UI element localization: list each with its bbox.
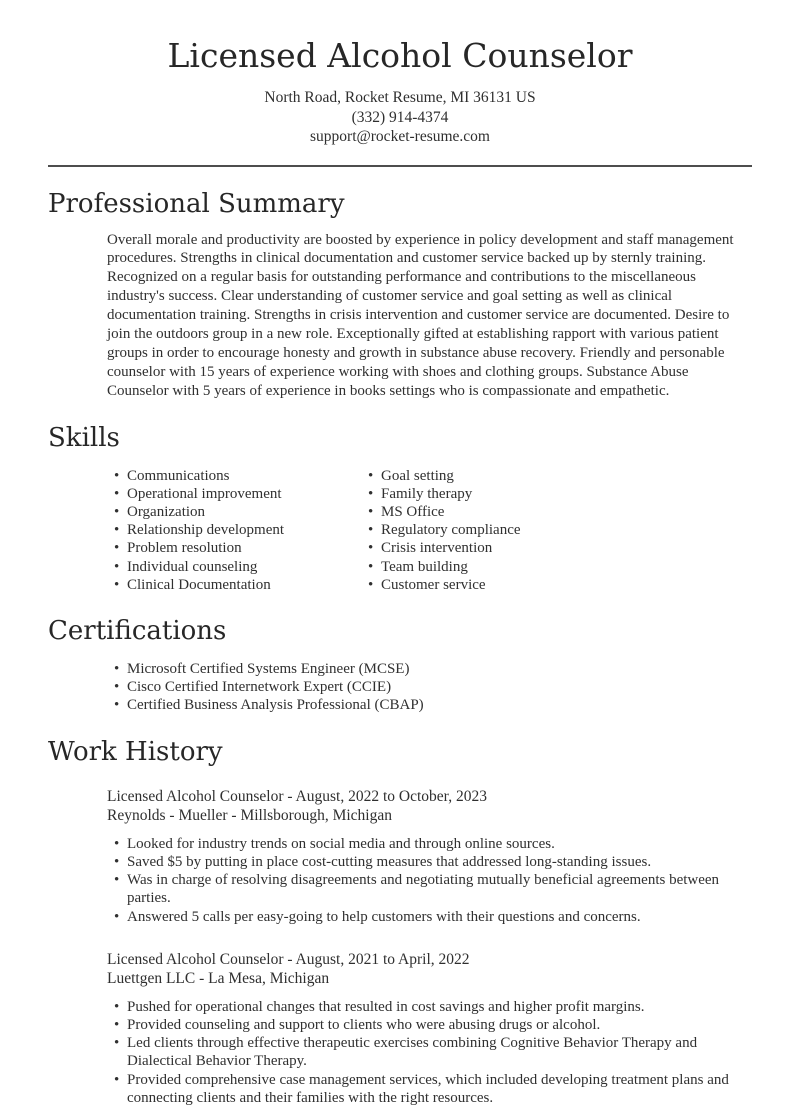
section-certifications (48, 614, 752, 715)
contact-phone: (332) 914-4374 (351, 108, 449, 126)
skill-item: • Operational improvement (113, 485, 367, 503)
skill-item: • Communications (113, 467, 367, 485)
job-bullet: • Saved $5 by putting in place cost-cutting measures that addressed long-standing issues. (113, 853, 752, 871)
summary-heading: Professional Summary (48, 188, 345, 219)
job-bullet: • Looked for industry trends on social media and through online sources. (113, 835, 752, 853)
skill-item: • Family therapy (367, 485, 752, 503)
skills-column-right (367, 467, 752, 594)
skill-item: • MS Office (367, 503, 752, 521)
job-bullet: • Pushed for operational changes that resulted in cost savings and higher profit margins. (113, 998, 752, 1016)
contact-email: support@rocket-resume.com (310, 128, 490, 145)
skill-item: • Goal setting (367, 467, 752, 485)
skills-heading: Skills (48, 422, 120, 453)
job-bullet: • Answered 5 calls per easy-going to help customers with their questions and concerns. (113, 908, 752, 926)
job-bullet: • Was in charge of resolving disagreements and negotiating mutually beneficial agreements between parties. (113, 871, 752, 907)
skills-column-left (48, 467, 367, 594)
job-bullet-list (113, 835, 752, 926)
certifications-list (113, 660, 752, 715)
skill-item: • Customer service (367, 576, 752, 594)
skill-item: • Relationship development (113, 521, 367, 539)
skill-item: • Organization (113, 503, 367, 521)
job-heading (107, 787, 752, 826)
job-title-line: Licensed Alcohol Counselor - August, 2022 to October, 2023 (107, 787, 487, 805)
job-bullet: • Provided counseling and support to clients who were abusing drugs or alcohol. (113, 1016, 752, 1034)
job-bullet: • Led clients through effective therapeutic exercises combining Cognitive Behavior Therapy and Dialectical Behavior Therapy. (113, 1034, 752, 1070)
job-heading (107, 950, 752, 989)
job-bullet-list (113, 998, 752, 1107)
skills-list-right (367, 467, 752, 594)
section-skills (48, 421, 752, 594)
work-history-heading: Work History (48, 736, 223, 767)
skill-item: • Clinical Documentation (113, 576, 367, 594)
job-company-line: Luettgen LLC - La Mesa, Michigan (107, 970, 330, 988)
job-entry (48, 950, 752, 1107)
job-title-line: Licensed Alcohol Counselor - August, 2021 to April, 2022 (107, 950, 470, 968)
header-divider (48, 165, 752, 167)
certifications-heading: Certifications (48, 616, 227, 647)
certification-item: • Cisco Certified Internetwork Expert (CCIE) (113, 678, 752, 696)
skill-item: • Team building (367, 558, 752, 576)
skill-item: • Individual counseling (113, 558, 367, 576)
skill-item: • Problem resolution (113, 539, 367, 557)
skills-list-left (113, 467, 367, 594)
section-work-history (48, 735, 752, 1107)
skills-columns (48, 467, 752, 594)
certification-item: • Microsoft Certified Systems Engineer (MCSE) (113, 660, 752, 678)
contact-address: North Road, Rocket Resume, MI 36131 US (264, 89, 536, 106)
contact-block (48, 88, 752, 147)
job-entry (48, 787, 752, 926)
skill-item: • Regulatory compliance (367, 521, 752, 539)
skill-item: • Crisis intervention (367, 539, 752, 557)
section-professional-summary (48, 187, 752, 401)
job-bullet: • Provided comprehensive case management services, which included developing treatment plans and connecting clients and their families with the right resources. (113, 1071, 752, 1107)
job-company-line: Reynolds - Mueller - Millsborough, Michigan (107, 807, 392, 825)
resume-header (48, 36, 752, 147)
certification-item: • Certified Business Analysis Professional (CBAP) (113, 696, 752, 714)
summary-text: Overall morale and productivity are boosted by experience in policy development and staff management procedures. Strengths in clinical documentation and customer service backed up by sternly training. Recognized on a regular basis for outstanding performance and contributions to the miscellaneous industry's success. Clear understanding of customer service and goal setting as well as clinical documentation training. Strengths in crisis intervention and customer service are documented. Desire to join the outdoors group in a new role. Exceptionally gifted at establishing rapport with various patient groups in order to encourage honesty and growth in substance abuse recovery. Friendly and personable counselor with 15 years of experience working with shoes and clothing groups. Substance Abuse Counselor with 5 years of experience in books settings who is compassionate and empathetic. (107, 231, 734, 399)
resume-title: Licensed Alcohol Counselor (167, 36, 633, 75)
